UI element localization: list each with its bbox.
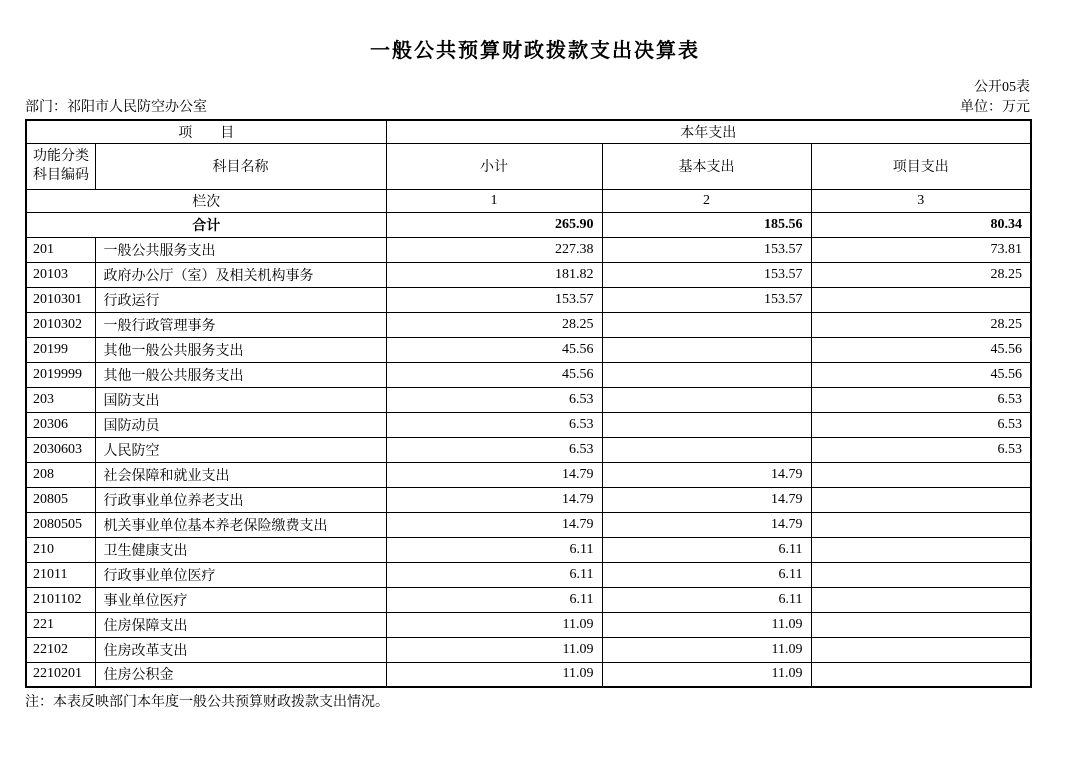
row-project: 73.81 <box>811 237 1031 262</box>
row-subtotal: 6.11 <box>386 562 602 587</box>
row-project: 6.53 <box>811 387 1031 412</box>
row-name: 政府办公厅（室）及相关机构事务 <box>95 262 386 287</box>
row-name: 行政事业单位养老支出 <box>95 487 386 512</box>
row-name: 住房保障支出 <box>95 612 386 637</box>
table-row <box>26 312 1031 337</box>
row-name: 其他一般公共服务支出 <box>95 362 386 387</box>
table-row <box>26 637 1031 662</box>
row-project: 28.25 <box>811 262 1031 287</box>
total-row <box>26 212 1031 237</box>
row-name: 人民防空 <box>95 437 386 462</box>
row-basic <box>602 312 811 337</box>
header-project: 项目支出 <box>811 143 1031 189</box>
row-subtotal: 14.79 <box>386 462 602 487</box>
row-name: 机关事业单位基本养老保险缴费支出 <box>95 512 386 537</box>
row-code: 2010302 <box>26 312 95 337</box>
row-project <box>811 487 1031 512</box>
header-code-line1: 功能分类 <box>33 149 89 164</box>
row-code: 22102 <box>26 637 95 662</box>
row-subtotal: 6.53 <box>386 437 602 462</box>
table-body <box>26 237 1031 687</box>
unit-label: 单位：万元 <box>960 100 1030 115</box>
table-row <box>26 237 1031 262</box>
row-basic: 153.57 <box>602 237 811 262</box>
row-project: 45.56 <box>811 362 1031 387</box>
row-project <box>811 612 1031 637</box>
column-index-3: 3 <box>811 189 1031 212</box>
header-main-row <box>26 143 1031 189</box>
row-project: 6.53 <box>811 437 1031 462</box>
department-label: 部门：祁阳市人民防空办公室 <box>25 100 207 115</box>
row-code: 2030603 <box>26 437 95 462</box>
header-name: 科目名称 <box>95 143 386 189</box>
row-basic: 153.57 <box>602 287 811 312</box>
row-code: 2080505 <box>26 512 95 537</box>
row-basic <box>602 387 811 412</box>
row-code: 20199 <box>26 337 95 362</box>
table-code: 公开05表 <box>974 80 1030 95</box>
table-row <box>26 487 1031 512</box>
row-basic: 14.79 <box>602 462 811 487</box>
row-code: 221 <box>26 612 95 637</box>
row-code: 20805 <box>26 487 95 512</box>
footnote: 注：本表反映部门本年度一般公共预算财政拨款支出情况。 <box>25 695 389 710</box>
row-name: 事业单位医疗 <box>95 587 386 612</box>
header-group-row <box>26 120 1031 143</box>
expenditure-table <box>25 119 1032 688</box>
row-name: 其他一般公共服务支出 <box>95 337 386 362</box>
row-name: 行政事业单位医疗 <box>95 562 386 587</box>
row-code: 20306 <box>26 412 95 437</box>
row-project: 6.53 <box>811 412 1031 437</box>
row-code: 2019999 <box>26 362 95 387</box>
report-page <box>0 34 1070 775</box>
row-code: 210 <box>26 537 95 562</box>
row-name: 社会保障和就业支出 <box>95 462 386 487</box>
table-row <box>26 262 1031 287</box>
header-basic: 基本支出 <box>602 143 811 189</box>
row-code: 203 <box>26 387 95 412</box>
row-basic: 6.11 <box>602 562 811 587</box>
column-index-label: 栏次 <box>26 189 386 212</box>
row-code: 21011 <box>26 562 95 587</box>
row-code: 2010301 <box>26 287 95 312</box>
total-project: 80.34 <box>811 212 1031 237</box>
row-subtotal: 11.09 <box>386 662 602 687</box>
row-project <box>811 662 1031 687</box>
row-code: 208 <box>26 462 95 487</box>
row-name: 国防动员 <box>95 412 386 437</box>
row-subtotal: 6.11 <box>386 587 602 612</box>
row-subtotal: 153.57 <box>386 287 602 312</box>
column-index-1: 1 <box>386 189 602 212</box>
row-project <box>811 637 1031 662</box>
row-subtotal: 14.79 <box>386 512 602 537</box>
row-project <box>811 287 1031 312</box>
row-basic: 14.79 <box>602 487 811 512</box>
row-subtotal: 6.53 <box>386 387 602 412</box>
row-subtotal: 227.38 <box>386 237 602 262</box>
row-project <box>811 587 1031 612</box>
row-project <box>811 562 1031 587</box>
row-code: 2210201 <box>26 662 95 687</box>
row-code: 20103 <box>26 262 95 287</box>
row-subtotal: 45.56 <box>386 362 602 387</box>
row-basic: 11.09 <box>602 662 811 687</box>
row-code: 201 <box>26 237 95 262</box>
row-basic: 6.11 <box>602 587 811 612</box>
row-name: 住房改革支出 <box>95 637 386 662</box>
table-row <box>26 562 1031 587</box>
row-project <box>811 512 1031 537</box>
header-code <box>26 143 95 189</box>
table-row <box>26 537 1031 562</box>
row-basic <box>602 337 811 362</box>
total-subtotal: 265.90 <box>386 212 602 237</box>
row-subtotal: 28.25 <box>386 312 602 337</box>
page-title: 一般公共预算财政拨款支出决算表 <box>370 40 700 62</box>
header-code-line2: 科目编码 <box>33 168 89 183</box>
row-basic: 6.11 <box>602 537 811 562</box>
row-basic: 14.79 <box>602 512 811 537</box>
row-basic <box>602 437 811 462</box>
row-project <box>811 462 1031 487</box>
table-row <box>26 387 1031 412</box>
row-subtotal: 6.11 <box>386 537 602 562</box>
table-row <box>26 512 1031 537</box>
row-name: 行政运行 <box>95 287 386 312</box>
row-name: 一般行政管理事务 <box>95 312 386 337</box>
table-head-rows <box>26 120 1031 237</box>
row-basic: 11.09 <box>602 612 811 637</box>
row-basic <box>602 412 811 437</box>
row-project: 28.25 <box>811 312 1031 337</box>
table-row <box>26 587 1031 612</box>
row-subtotal: 6.53 <box>386 412 602 437</box>
header-item-group: 项 目 <box>26 120 386 143</box>
row-subtotal: 181.82 <box>386 262 602 287</box>
table-row <box>26 437 1031 462</box>
table-row <box>26 462 1031 487</box>
table-row <box>26 337 1031 362</box>
row-subtotal: 14.79 <box>386 487 602 512</box>
table-row <box>26 362 1031 387</box>
row-subtotal: 45.56 <box>386 337 602 362</box>
column-index-2: 2 <box>602 189 811 212</box>
row-basic: 11.09 <box>602 637 811 662</box>
row-subtotal: 11.09 <box>386 637 602 662</box>
header-subtotal: 小计 <box>386 143 602 189</box>
table-row <box>26 287 1031 312</box>
row-name: 卫生健康支出 <box>95 537 386 562</box>
row-name: 住房公积金 <box>95 662 386 687</box>
row-code: 2101102 <box>26 587 95 612</box>
row-project <box>811 537 1031 562</box>
row-project: 45.56 <box>811 337 1031 362</box>
row-subtotal: 11.09 <box>386 612 602 637</box>
total-label: 合计 <box>26 212 386 237</box>
table-row <box>26 612 1031 637</box>
row-basic <box>602 362 811 387</box>
column-index-row <box>26 189 1031 212</box>
total-basic: 185.56 <box>602 212 811 237</box>
table-row <box>26 412 1031 437</box>
table-row <box>26 662 1031 687</box>
row-name: 一般公共服务支出 <box>95 237 386 262</box>
row-name: 国防支出 <box>95 387 386 412</box>
row-basic: 153.57 <box>602 262 811 287</box>
header-year-group: 本年支出 <box>386 120 1031 143</box>
